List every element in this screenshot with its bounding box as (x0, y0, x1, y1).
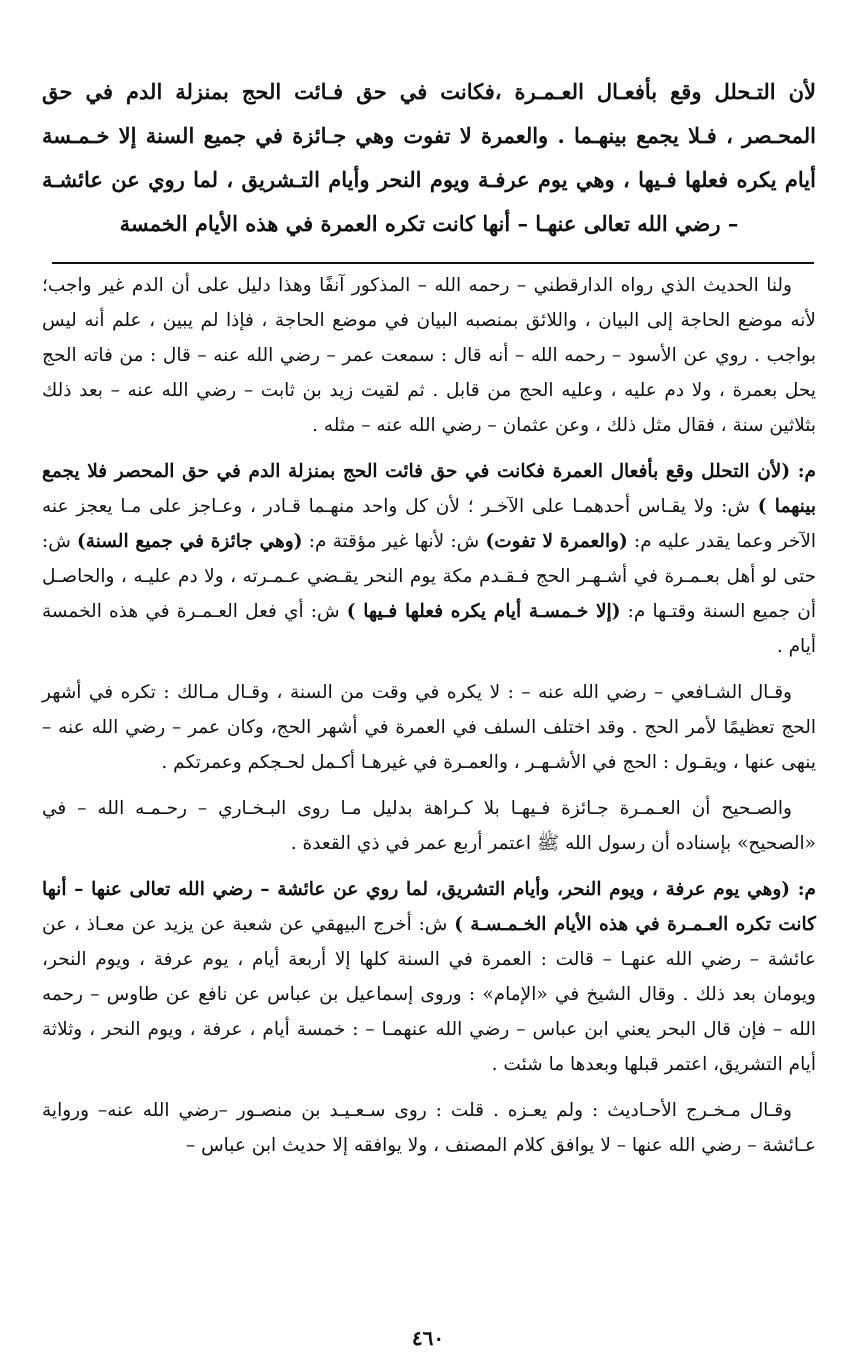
commentary-paragraph-1: ولنا الحديث الذي رواه الدارقطني – رحمه الله – المذكور آنفًا وهذا دليل على أن الدم غير واجب؛ لأنه موضع الحاجة إلى البيان ، واللائق بمنصبه البيان في موضع الحاجة ، فإذا لم يبين ، علم أنه ليس بواجب . روي عن الأسود – رحمه الله – أنه قال : سمعت عمر – رضي الله عنه – قال : من فاته الحج يحل بعمرة ، ولا دم عليه ، وعليه الحج من قابل . ثم لقيت زيد بن ثابت – رضي الله عنه – بعد ذلك بثلاثين سنة ، فقال مثل ذلك ، وعن عثمان – رضي الله عنه – مثله . (42, 275, 816, 436)
commentary-text: ش: لأنها غير مؤقتة م: (302, 531, 486, 552)
commentary-text: ش: حتى لو أهل بعـمـرة في أشـهـر الحج فـقـدم مكة يوم النحر يقـضي عـمـرته ، ولا دم عليـه ، والحاصـل أن جميع السنة وقتـها م: (42, 531, 816, 622)
matn-text: لأن التـحلل وقع بأفعـال العـمـرة ،فكانت في حق فـائت الحج بمنزلة الدم في حق المحـصر ، فـلا يجمع بينهـما . والعمرة لا تفوت وهي جـائزة في جميع السنة إلا خـمـسة أيام يكره فعلها فـيها ، وهي يوم عرفـة ويوم النحر وأيام التـشريق ، لما روي عن عائشـة – رضي الله تعالى عنهـا – أنها كانت تكره العمرة في هذه الأيام الخمسة (42, 79, 816, 236)
commentary-paragraph-4: والصـحيح أن العـمـرة جـائزة فـيهـا بلا كـراهة بدليل مـا روى البـخـاري – رحـمـه الله – في «الصحيح» بإسناده أن رسول الله ﷺ اعتمر أربع عمر في ذي القعدة . (42, 798, 816, 854)
matn-quote: (إلا خـمسـة أيام يكره فعلها فـيها ) (346, 601, 621, 622)
commentary-paragraph-6: وقـال مـخـرج الأحـاديث : ولم يعـزه . قلت : روى سـعـيـد بن منصـور –رضي الله عنه– ورواية عـائشة – رضي الله عنها – لا يوافق كلام المصنف ، ولا يوافقه إلا حديث ابن عباس – (42, 1100, 816, 1156)
commentary-block (42, 268, 816, 1174)
commentary-text: ش: أخرج البيهقي عن شعبة عن يزيد عن معـاذ ، عن عائشة – رضي الله عنهـا – قالت : العمرة في السنة كلها إلا أربعة أيام ، يوم عرفة ، ويوم النحر، ويومان بعد ذلك . وقال الشيخ في «الإمام» : وروى إسماعيل بن عباس عن نافع عن طاوس – رحمه الله – فإن قال البحر يعني ابن عباس – رضي الله عنهمـا – : خمسة أيام ، عرفة ، ويوم النحر ، وثلاثة أيام التشريق، اعتمر قبلها وبعدها ما شئت . (42, 914, 816, 1075)
matn-quote: (وهي جائزة في جميع السنة) (77, 531, 303, 552)
matn-quote: م: (لأن التحلل وقع بأفعال العمرة فكانت في حق فائت الحج بمنزلة الدم في حق المحصر فلا يجمع بينهما ) (42, 461, 816, 517)
separator-rule (52, 262, 814, 264)
page-number: ٤٦٠ (411, 1326, 445, 1350)
commentary-paragraph-3: وقـال الشـافعي – رضي الله عنه – : لا يكره في وقت من السنة ، وقـال مـالك : تكره في أشهر الحج تعظيمًا لأمر الحج . وقد اختلف السلف في العمرة في أشهر الحج، وكان عمر – رضي الله عنه – ينهى عنها ، ويقـول : الحج في الأشـهـر ، والعمـرة في غيرهـا أكـمل لحـجكم وعمرتكم . (42, 682, 816, 773)
commentary-paragraph-2 (42, 454, 816, 664)
commentary-text: ش: ولا يقـاس أحدهمـا على الآخـر ؛ لأن كل واحد منهـما قـادر ، وعـاجز على مـا يعجز عنه الآخر وعما يقدر عليه م: (42, 496, 817, 552)
matn-quote: (والعمرة لا تفوت) (485, 531, 628, 552)
commentary-text: ش: أي فعل العـمـرة في هذه الخمسة أيام . (42, 601, 816, 657)
matn-quote: م: (وهي يوم عرفة ، ويوم النحر، وأيام التشريق، لما روي عن عائشة – رضي الله تعالى عنها – أنها كانت تكره العـمـرة في هذه الأيام الخـمـسـة ) (42, 879, 816, 935)
matn-text-block (42, 70, 816, 246)
commentary-paragraph-5 (42, 872, 816, 1082)
